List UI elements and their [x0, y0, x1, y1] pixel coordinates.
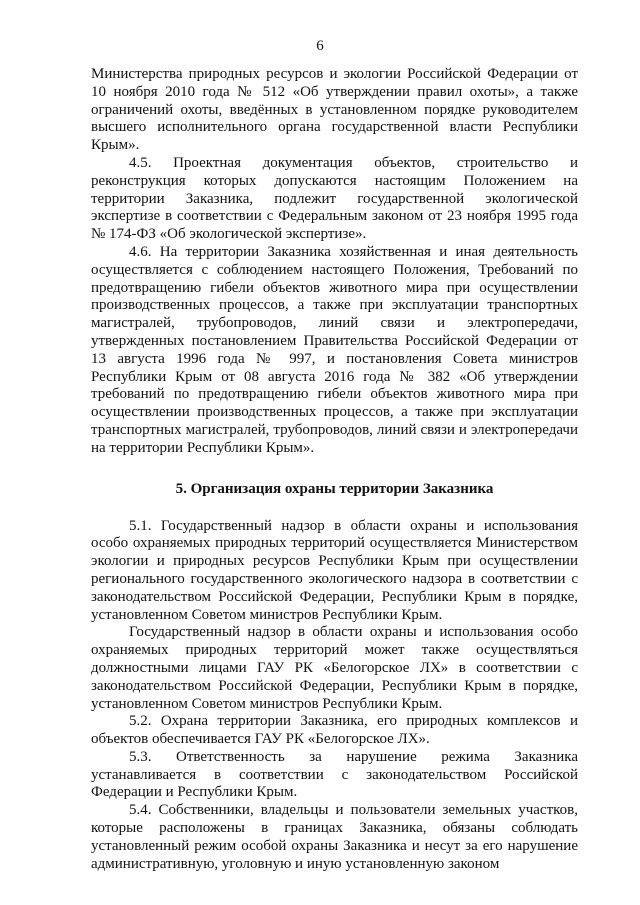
paragraph-5-3: 5.3. Ответственность за нарушение режима Заказника устанавливается в соответствии с законодательством Российской Федерации и Республики Крым. [91, 748, 578, 801]
page-number: 6 [316, 38, 324, 54]
document-body [91, 66, 578, 873]
paragraph-5-4: 5.4. Собственники, владельцы и пользователи земельных участков, которые расположены в границах Заказника, обязаны соблюдать установленный режим особой охраны Заказника и несут за его нарушение административную, уголовную и иную установленную законом [91, 802, 578, 872]
paragraph-5-2: 5.2. Охрана территории Заказника, его природных комплексов и объектов обеспечивается ГАУ РК «Белогорское ЛХ». [91, 713, 578, 748]
paragraph-5-1-supervision: Государственный надзор в области охраны и использования особо охраняемых природных территорий может также осуществляться должностными лицами ГАУ РК «Белогорское ЛХ» в соответствии с законодательством Российской Федерации, Республики Крым в порядке, установленном Советом министров Республики Крым. [91, 624, 578, 712]
paragraph-5-1: 5.1. Государственный надзор в области охраны и использования особо охраняемых природных территорий осуществляется Министерством экологии и природных ресурсов Республики Крым при осуществлении регионального государственного экологического надзора в соответствии с законодательством Российской Федерации, Республики Крым в порядке, установленном Советом министров Республики Крым. [91, 517, 578, 623]
section-heading: 5. Организация охраны территории Заказника [175, 480, 494, 497]
paragraph-continuation: Министерства природных ресурсов и экологии Российской Федерации от 10 ноября 2010 года № 512 «Об утверждении правил охоты», а также ограничений охоты, введённых в установленном порядке руководителем высшего исполнительного органа государственной власти Республики Крым». [91, 66, 578, 154]
paragraph-4-6: 4.6. На территории Заказника хозяйственная и иная деятельность осуществляется с соблюдением настоящего Положения, Требований по предотвращению гибели объектов животного мира при осуществлении производственных процессов, а также при эксплуатации транспортных магистралей, трубопроводов, линий связи и электропередачи, утвержденных постановлением Правительства Российской Федерации от 13 августа 1996 года № 997, и постановления Совета министров Республики Крым от 08 августа 2016 года № 382 «Об утверждении требований по предотвращению гибели объектов животного мира при осуществлении производственных процессов, а также при эксплуатации транспортных магистралей, трубопроводов, линий связи и электропередачи на территории Республики Крым». [91, 243, 578, 456]
paragraph-4-5: 4.5. Проектная документация объектов, строительство и реконструкция которых допускаются настоящим Положением на территории Заказника, подлежит государственной экологической экспертизе в соответствии с Федеральным законом от 23 ноября 1995 года № 174-ФЗ «Об экологической экспертизе». [91, 154, 578, 243]
